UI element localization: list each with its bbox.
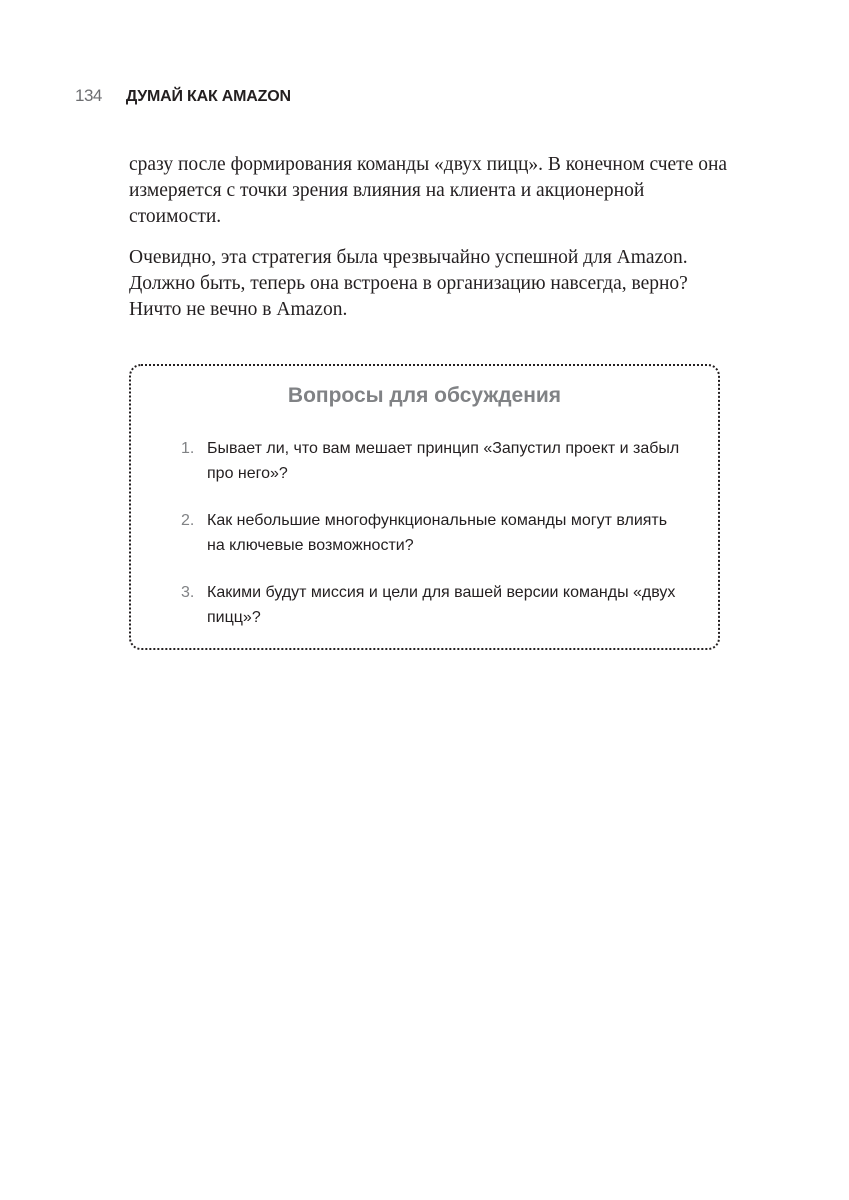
sidebar-title: Вопросы для обсуждения [287, 384, 562, 407]
question-item [181, 580, 681, 630]
question-number: 3. [181, 584, 195, 601]
question-item [181, 436, 681, 486]
question-text: Какими будут миссия и цели для вашей версии команды «двух пицц»? [207, 584, 676, 626]
running-head [75, 86, 291, 110]
body-text [129, 152, 729, 338]
discussion-questions-box [129, 364, 720, 650]
book-title: ДУМАЙ КАК AMAZON [125, 88, 291, 105]
question-number: 1. [181, 440, 195, 457]
paragraph: сразу после формирования команды «двух пицц». В конечном счете она измеряется с точки зрения влияния на клиента и акционерной стоимости. [129, 154, 728, 227]
paragraph: Очевидно, эта стратегия была чрезвычайно успешной для Amazon. Должно быть, теперь она встроена в организацию навсегда, верно? Ничто не вечно в Amazon. [129, 247, 688, 320]
question-list [181, 436, 681, 652]
question-item [181, 508, 681, 558]
question-text: Бывает ли, что вам мешает принцип «Запустил проект и забыл про него»? [207, 440, 680, 482]
question-number: 2. [181, 512, 195, 529]
question-text: Как небольшие многофункциональные команды могут влиять на ключевые возможности? [207, 512, 668, 554]
page-number: 134 [75, 86, 102, 105]
